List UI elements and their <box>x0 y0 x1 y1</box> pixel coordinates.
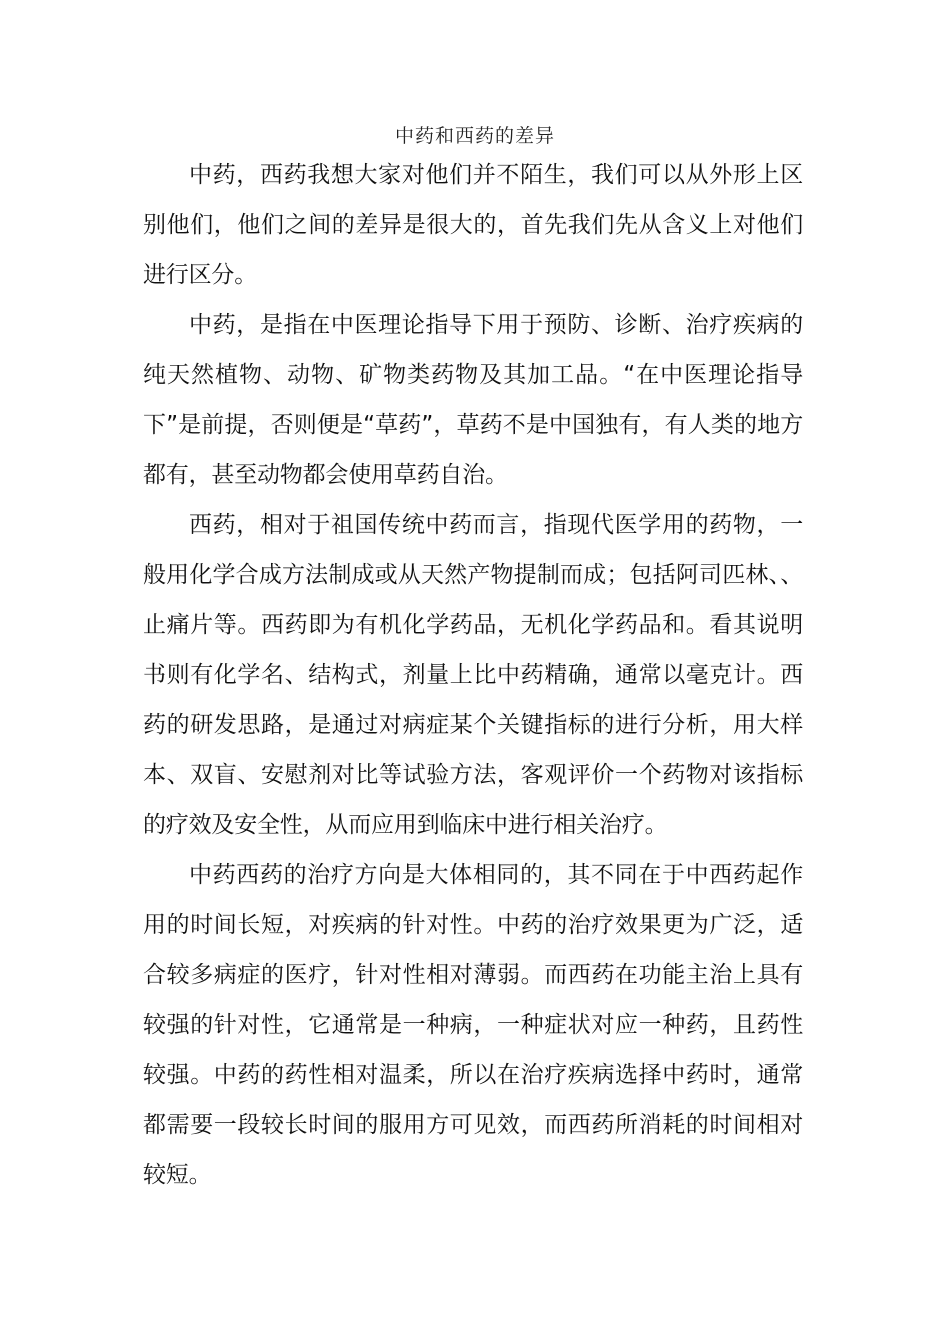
paragraph-1: 中药，西药我想大家对他们并不陌生，我们可以从外形上区别他们，他们之间的差异是很大的，首先我们先从含义上对他们进行区分。 <box>143 162 803 288</box>
paragraph-2: 中药，是指在中医理论指导下用于预防、诊断、治疗疾病的纯天然植物、动物、矿物类药物及其加工品。“在中医理论指导下”是前提，否则便是“草药”，草药不是中国独有，有人类的地方都有，甚至动物都会使用草药自治。 <box>143 312 803 488</box>
document-title: 中药和西药的差异 <box>394 125 555 147</box>
paragraph-4: 中药西药的治疗方向是大体相同的，其不同在于中西药起作用的时间长短，对疾病的针对性。中药的治疗效果更为广泛，适合较多病症的医疗，针对性相对薄弱。而西药在功能主治上具有较强的针对性，它通常是一种病，一种症状对应一种药，且药性较强。中药的药性相对温柔，所以在治疗疾病选择中药时，通常都需要一段较长时间的服用方可见效，而西药所消耗的时间相对较短。 <box>143 862 803 1188</box>
document-body <box>143 150 803 1200</box>
paragraph-3: 西药，相对于祖国传统中药而言，指现代医学用的药物，一般用化学合成方法制成或从天然产物提制而成；包括阿司匹林、、止痛片等。西药即为有机化学药品，无机化学药品和。看其说明书则有化学名、结构式，剂量上比中药精确，通常以毫克计。西药的研发思路，是通过对病症某个关键指标的进行分析，用大样本、双盲、安慰剂对比等试验方法，客观评价一个药物对该指标的疗效及安全性，从而应用到临床中进行相关治疗。 <box>143 512 803 838</box>
